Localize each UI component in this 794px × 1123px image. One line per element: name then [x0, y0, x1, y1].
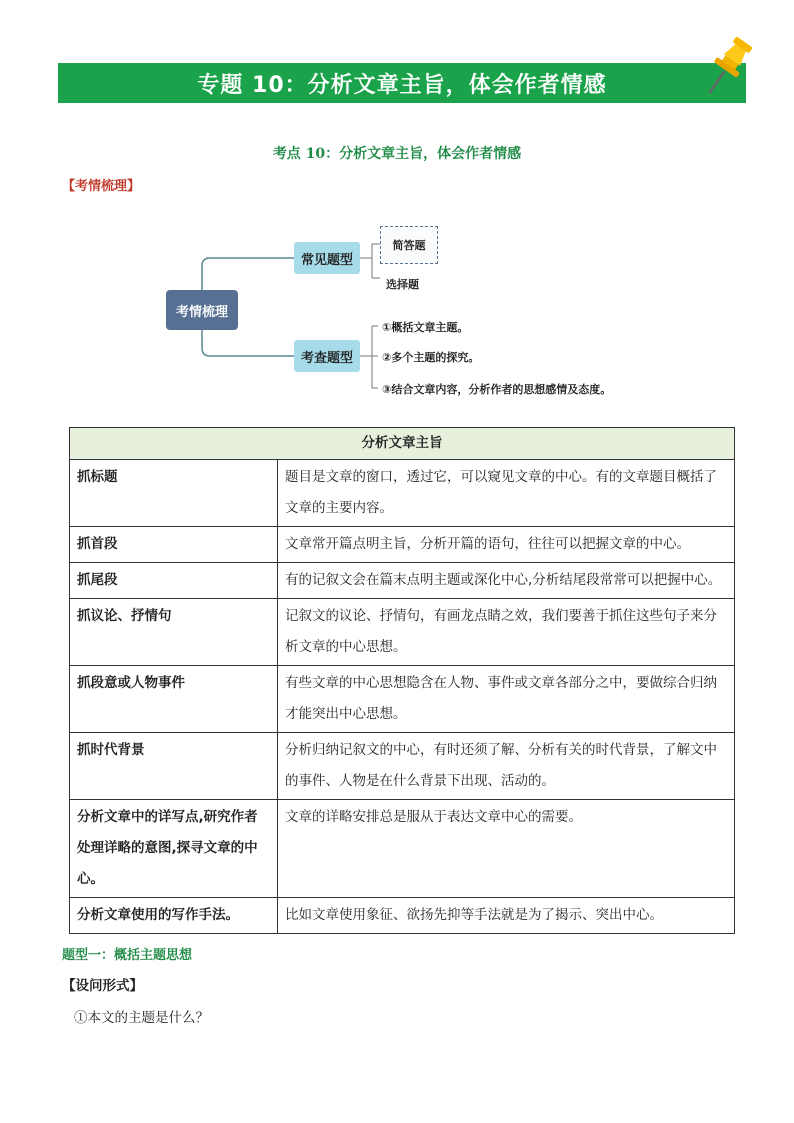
title-banner [58, 63, 746, 103]
table-row [70, 599, 735, 666]
table-row [70, 666, 735, 733]
table-row [70, 527, 735, 563]
leaf-multiple-choice: 选择题 [386, 278, 419, 291]
table-row [70, 563, 735, 599]
row-content: 记叙文的议论、抒情句，有画龙点睛之效，我们要善于抓住这些句子来分析文章的中心思想。 [278, 599, 735, 666]
question-type-heading: 题型一：概括主题思想 [62, 948, 193, 963]
row-content: 文章常开篇点明主旨，分析开篇的语句，往往可以把握文章的中心。 [278, 527, 735, 563]
leaf-exam-item-3: ③结合文章内容，分析作者的思想感情及态度。 [382, 383, 612, 396]
row-label: 抓议论、抒情句 [70, 599, 278, 666]
table-header-row [70, 428, 735, 460]
row-label: 分析文章中的详写点,研究作者处理详略的意图,探寻文章的中心。 [70, 800, 278, 898]
table-header: 分析文章主旨 [70, 428, 735, 460]
row-label: 分析文章使用的写作手法。 [70, 898, 278, 934]
row-content: 比如文章使用象征、欲扬先抑等手法就是为了揭示、突出中心。 [278, 898, 735, 934]
table-row [70, 800, 735, 898]
row-label: 抓段意或人物事件 [70, 666, 278, 733]
branch-exam-types: 考查题型 [294, 340, 360, 372]
row-content: 有些文章的中心思想隐含在人物、事件或文章各部分之中，要做综合归纳才能突出中心思想。 [278, 666, 735, 733]
row-content: 题目是文章的窗口，透过它，可以窥见文章的中心。有的文章题目概括了文章的主要内容。 [278, 460, 735, 527]
row-content: 分析归纳记叙文的中心，有时还须了解、分析有关的时代背景，了解文中的事件、人物是在什么背景下出现、活动的。 [278, 733, 735, 800]
leaf-exam-item-1: ①概括文章主题。 [382, 321, 469, 334]
table-row [70, 460, 735, 527]
question-form-label: 【设问形式】 [62, 978, 143, 994]
row-content: 有的记叙文会在篇末点明主题或深化中心,分析结尾段常常可以把握中心。 [278, 563, 735, 599]
branch-common-types: 常见题型 [294, 242, 360, 274]
row-label: 抓标题 [70, 460, 278, 527]
question-item: ①本文的主题是什么？ [74, 1010, 209, 1026]
row-label: 抓首段 [70, 527, 278, 563]
analysis-table [69, 427, 735, 934]
row-label: 抓尾段 [70, 563, 278, 599]
table-row [70, 898, 735, 934]
mind-map-root: 考情梳理 [166, 290, 238, 330]
table-row [70, 733, 735, 800]
page-title: 专题 10：分析文章主旨，体会作者情感 [197, 72, 607, 98]
exam-point-subtitle: 考点 10：分析文章主旨，体会作者情感 [272, 146, 522, 162]
row-label: 抓时代背景 [70, 733, 278, 800]
mind-map [160, 218, 660, 408]
section-tag: 【考情梳理】 [62, 179, 141, 194]
leaf-short-answer: 简答题 [380, 226, 438, 264]
row-content: 文章的详略安排总是服从于表达文章中心的需要。 [278, 800, 735, 898]
leaf-exam-item-2: ②多个主题的探究。 [382, 351, 480, 364]
pushpin-icon [700, 34, 758, 96]
